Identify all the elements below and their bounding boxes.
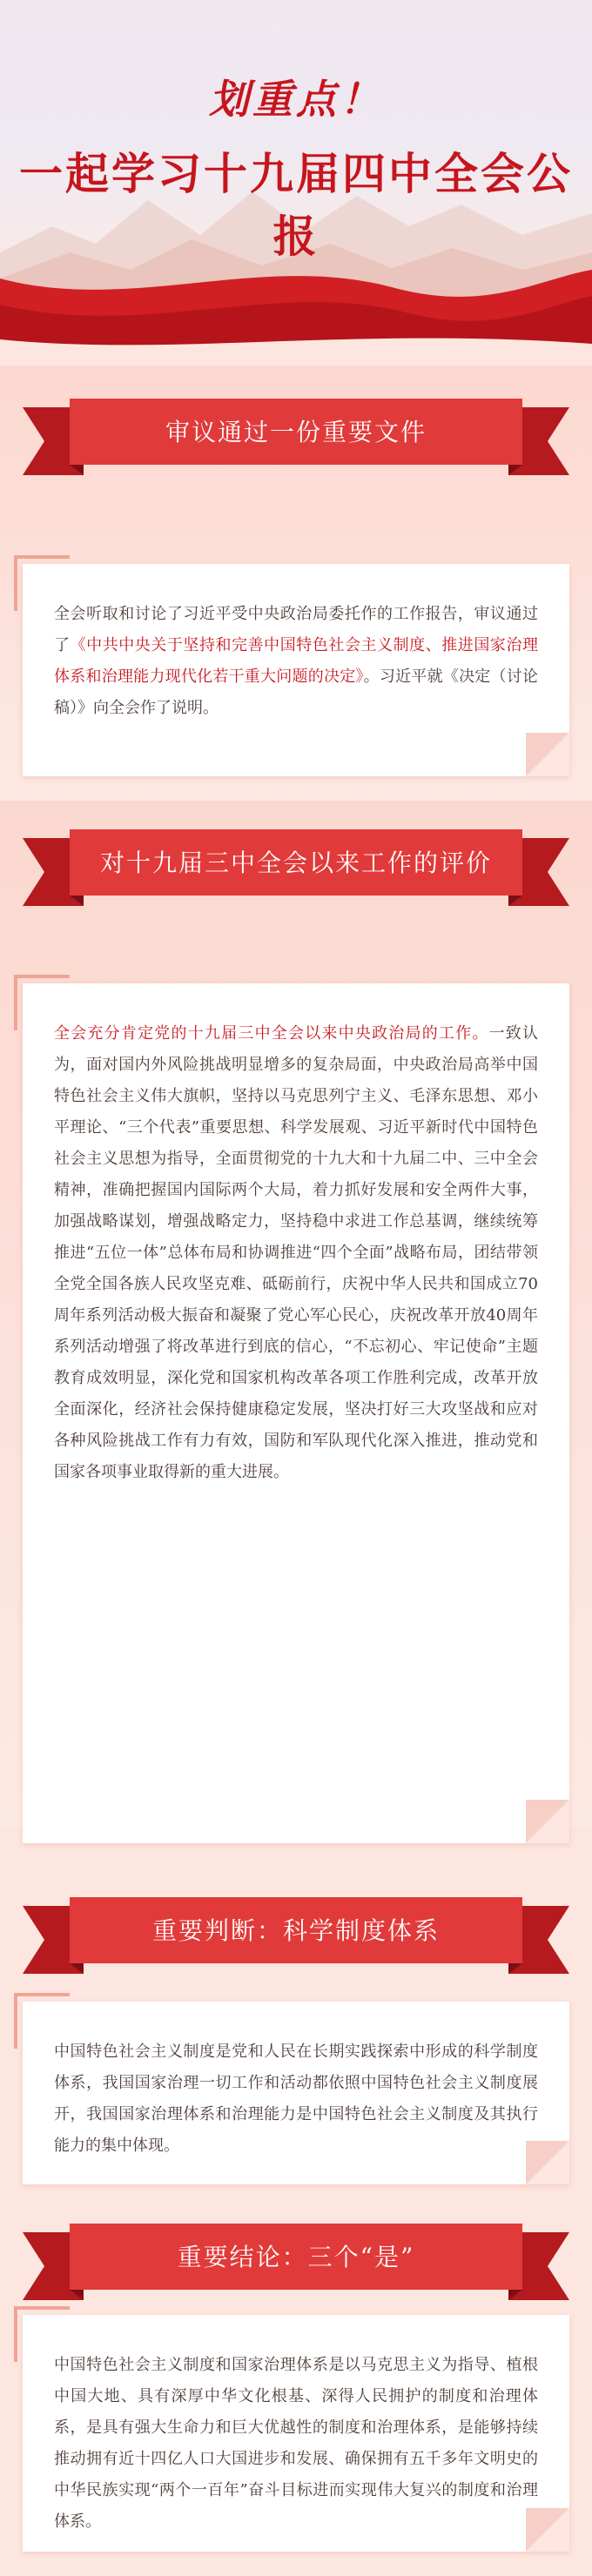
content-card-4 [23, 2315, 569, 2552]
header-banner [0, 0, 592, 366]
section-title-1: 审议通过一份重要文件 [165, 418, 427, 446]
section-banner-2 [23, 821, 569, 906]
section-text-1: 全会听取和讨论了习近平受中央政治局委托作的工作报告，审议通过了《中共中央关于坚持和完善中国特色社会主义制度、推进国家治理体系和治理能力现代化若干重大问题的决定》。习近平就《决定（讨论稿）》向全会作了说明。 [54, 605, 539, 717]
content-card-2 [23, 983, 569, 1843]
section-title-3: 重要判断：科学制度体系 [151, 1916, 440, 1945]
content-card-3 [23, 2002, 569, 2184]
section-text-3: 中国特色社会主义制度是党和人民在长期实践探索中形成的科学制度体系，我国国家治理一切工作和活动都依照中国特色社会主义制度展开，我国国家治理体系和治理能力是中国特色社会主义制度及其执行能力的集中体现。 [54, 2043, 538, 2155]
page-fold-decoration [526, 1800, 569, 1843]
section-banner-3 [23, 1888, 569, 1974]
section-banner-4 [23, 2215, 569, 2300]
section-text-4: 中国特色社会主义制度和国家治理体系是以马克思主义为指导、植根中国大地、具有深厚中华文化根基、深得人民拥护的制度和治理体系，是具有强大生命力和巨大优越性的制度和治理体系，是能够持续推动拥有近十四亿人口大国进步和发展、确保拥有五千多年文明史的中华民族实现“两个一百年”奋斗目标进而实现伟大复兴的制度和治理体系。 [54, 2356, 538, 2531]
header-title-line2: 一起学习十九届四中全会公报 [19, 149, 573, 262]
page-fold-decoration [526, 2141, 569, 2184]
section-banner-1 [23, 390, 569, 475]
page-fold-decoration [526, 2508, 569, 2552]
page-fold-decoration [526, 733, 569, 776]
header-title-line1: 划重点！ [209, 76, 383, 123]
section-title-4: 重要结论：三个“是” [177, 2243, 415, 2271]
red-ribbon-decoration [0, 244, 592, 366]
content-card-1 [23, 564, 569, 776]
section-title-2: 对十九届三中全会以来工作的评价 [99, 849, 492, 877]
section-text-2: 全会充分肯定党的十九届三中全会以来中央政治局的工作。一致认为，面对国内外风险挑战明显增多的复杂局面，中央政治局高举中国特色社会主义伟大旗帜，坚持以马克思列宁主义、毛泽东思想、邓小平理论、“三个代表”重要思想、科学发展观、习近平新时代中国特色社会主义思想为指导，全面贯彻党的十九大和十九届二中、三中全会精神，准确把握国内国际两个大局，着力抓好发展和安全两件大事，加强战略谋划，增强战略定力，坚持稳中求进工作总基调，继续统筹推进“五位一体”总体布局和协调推进“四个全面”战略布局，团结带领全党全国各族人民攻坚克难、砥砺前行，庆祝中华人民共和国成立70周年系列活动极大振奋和凝聚了党心军心民心，庆祝改革开放40周年系列活动增强了将改革进行到底的信心，“不忘初心、牢记使命”主题教育成效明显，深化党和国家机构改革各项工作胜利完成，改革开放全面深化，经济社会保持健康稳定发展，坚决打好三大攻坚战和应对各种风险挑战工作有力有效，国防和军队现代化深入推进，推动党和国家各项事业取得新的重大进展。 [54, 1024, 539, 1481]
